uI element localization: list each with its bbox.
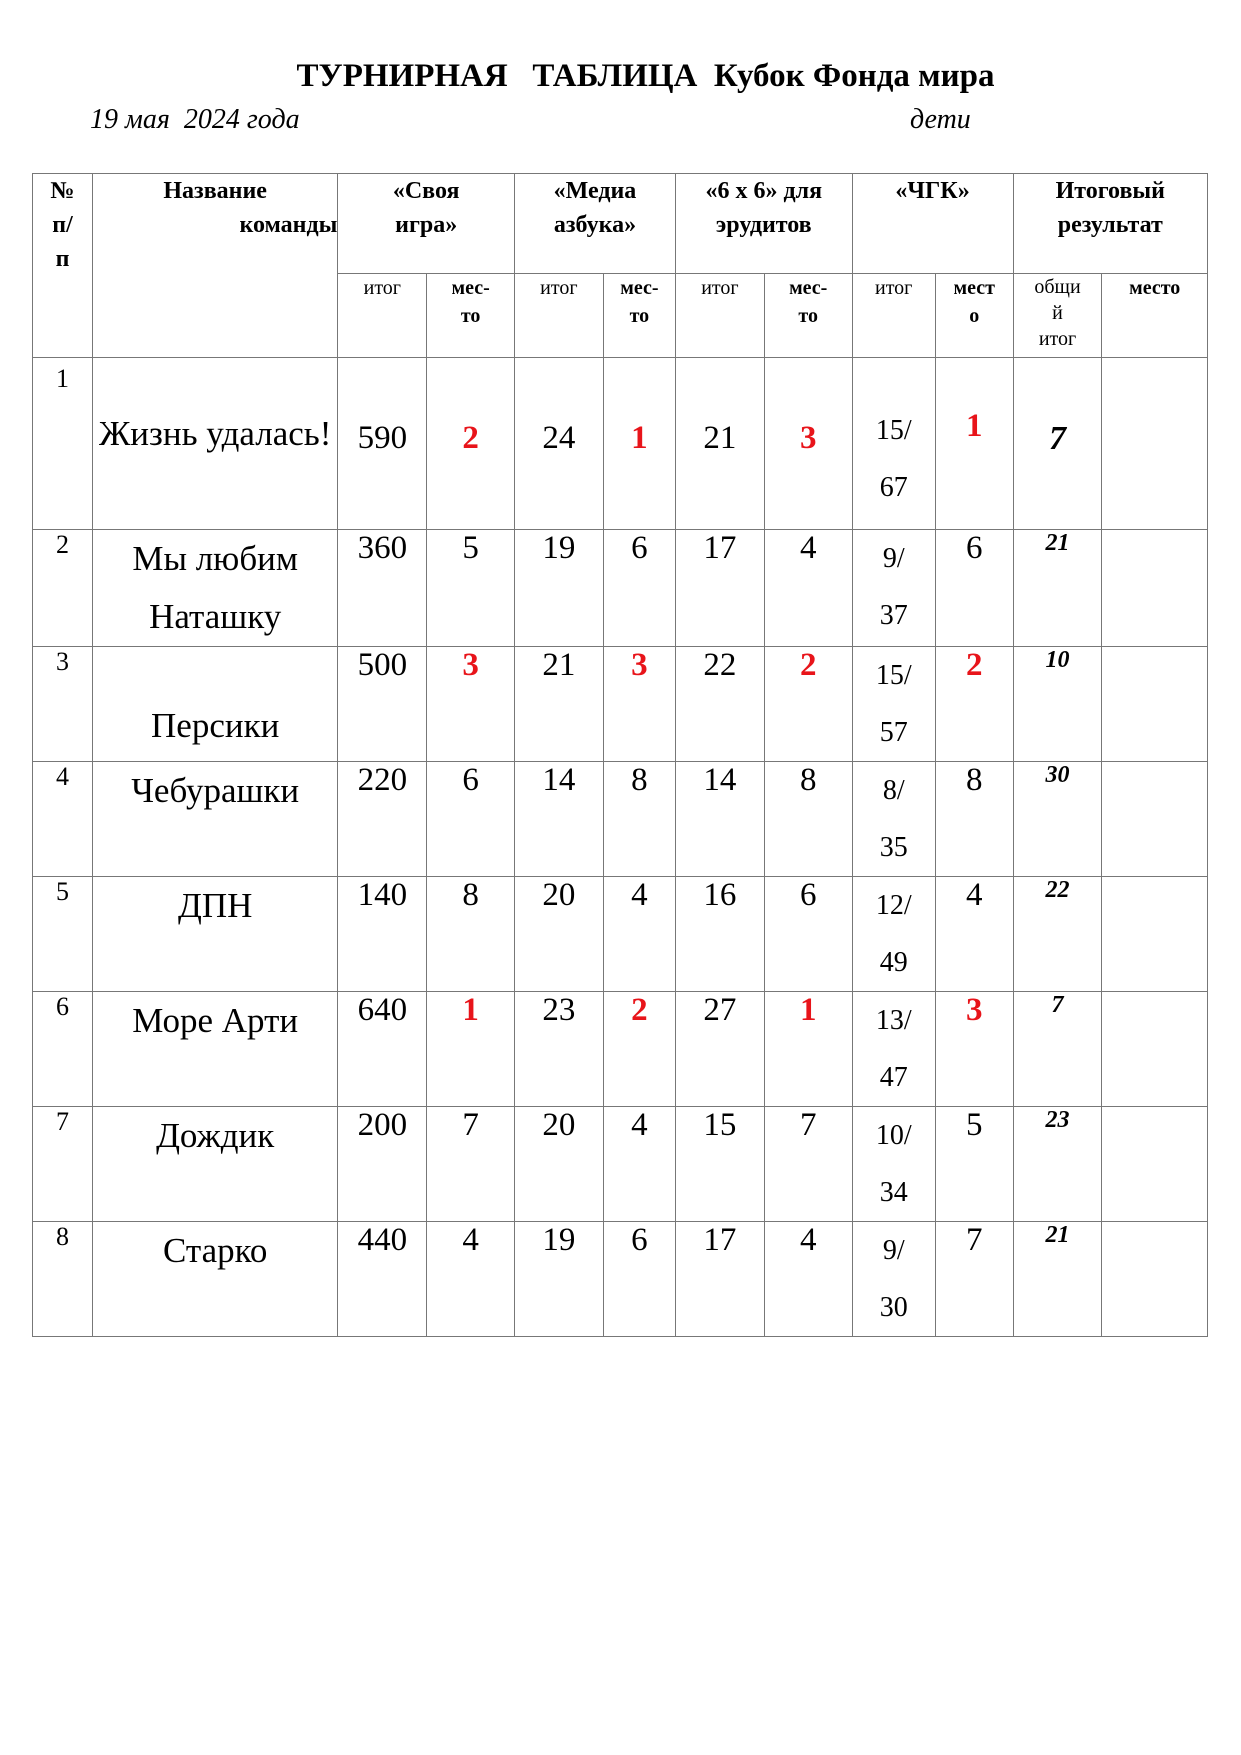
- chgk-correct: 15/: [875, 415, 912, 446]
- chgk-place: 4: [935, 877, 1013, 992]
- team-name: Море Арти: [92, 992, 337, 1107]
- final-place: [1102, 647, 1208, 762]
- subheader-label: мес-: [620, 277, 659, 299]
- subheader-total: [338, 274, 427, 358]
- subheader-place: [764, 274, 852, 358]
- header-group-media-azbuka: [514, 174, 675, 274]
- chgk-score: [852, 877, 935, 992]
- chgk-score: [852, 1107, 935, 1222]
- row-number: 4: [33, 762, 93, 877]
- chgk-rating: 67: [879, 472, 908, 503]
- subheader-label: то: [629, 305, 650, 327]
- media-azbuka-place: 4: [603, 1107, 675, 1222]
- chgk-rating: 34: [879, 1177, 908, 1208]
- six-by-six-score: 17: [676, 1222, 765, 1337]
- svoya-igra-score: 500: [338, 647, 427, 762]
- chgk-place: 7: [935, 1222, 1013, 1337]
- chgk-score: [852, 647, 935, 762]
- row-number: 5: [33, 877, 93, 992]
- six-by-six-place: 1: [764, 992, 852, 1107]
- group-label: «ЧГК»: [895, 178, 970, 204]
- group-label: «6 х 6» для: [705, 178, 823, 204]
- row-number: 8: [33, 1222, 93, 1337]
- chgk-correct: 8/: [882, 775, 905, 806]
- table-row: [33, 1107, 1208, 1222]
- media-azbuka-place: 4: [603, 877, 675, 992]
- subheader-label: о: [969, 305, 980, 327]
- six-by-six-place: 4: [764, 1222, 852, 1337]
- table-body: [33, 358, 1208, 1337]
- group-label: игра»: [395, 212, 458, 238]
- six-by-six-place: 6: [764, 877, 852, 992]
- group-label: Итоговый: [1055, 178, 1165, 204]
- header-team-name: [92, 174, 337, 358]
- subheader-label: итог: [1038, 328, 1077, 350]
- final-place: [1102, 992, 1208, 1107]
- overall-total: 21: [1013, 530, 1102, 647]
- svoya-igra-place: 6: [427, 762, 515, 877]
- team-name: ДПН: [92, 877, 337, 992]
- svoya-igra-place: 3: [427, 647, 515, 762]
- six-by-six-place: 8: [764, 762, 852, 877]
- header-team-name-line2: команды: [239, 212, 338, 238]
- table-row: [33, 992, 1208, 1107]
- subheader-label: общи: [1034, 276, 1081, 298]
- subheader-place: [603, 274, 675, 358]
- table-row: [33, 1222, 1208, 1337]
- header-number-line1: №: [50, 178, 75, 204]
- chgk-place: 1: [935, 358, 1013, 530]
- chgk-place: 2: [935, 647, 1013, 762]
- header-group-svoya-igra: [338, 174, 515, 274]
- team-name: Мы любим Наташку: [92, 530, 337, 647]
- media-azbuka-score: 19: [514, 1222, 603, 1337]
- header-number-line3: п: [55, 246, 70, 272]
- table-header: [33, 174, 1208, 358]
- svoya-igra-score: 440: [338, 1222, 427, 1337]
- page-title: ТУРНИРНАЯ ТАБЛИЦА Кубок Фонда мира: [296, 58, 995, 94]
- six-by-six-score: 14: [676, 762, 765, 877]
- header-group-6x6: [676, 174, 853, 274]
- subheader-label: мест: [953, 277, 995, 299]
- team-name: Дождик: [92, 1107, 337, 1222]
- final-place: [1102, 1222, 1208, 1337]
- chgk-score: [852, 1222, 935, 1337]
- media-azbuka-place: 6: [603, 1222, 675, 1337]
- subheader-label: итог: [875, 277, 913, 299]
- table-row: [33, 877, 1208, 992]
- group-label: эрудитов: [715, 212, 812, 238]
- table-row: [33, 647, 1208, 762]
- six-by-six-place: 2: [764, 647, 852, 762]
- final-place: [1102, 762, 1208, 877]
- subheader-label: то: [798, 305, 818, 327]
- six-by-six-score: 27: [676, 992, 765, 1107]
- team-name: Старко: [92, 1222, 337, 1337]
- subheader-label: й: [1052, 302, 1063, 324]
- media-azbuka-score: 24: [514, 358, 603, 530]
- row-number: 2: [33, 530, 93, 647]
- subheader-place: [935, 274, 1013, 358]
- overall-total: 30: [1013, 762, 1102, 877]
- media-azbuka-place: 1: [603, 358, 675, 530]
- row-number: 6: [33, 992, 93, 1107]
- chgk-correct: 13/: [875, 1005, 912, 1036]
- svoya-igra-score: 200: [338, 1107, 427, 1222]
- header-number-line2: п/: [52, 212, 73, 238]
- group-label: результат: [1057, 212, 1163, 238]
- overall-total: 22: [1013, 877, 1102, 992]
- chgk-correct: 12/: [875, 890, 912, 921]
- final-place: [1102, 358, 1208, 530]
- chgk-place: 6: [935, 530, 1013, 647]
- overall-total: 10: [1013, 647, 1102, 762]
- chgk-rating: 47: [879, 1062, 908, 1093]
- overall-total: 7: [1013, 358, 1102, 530]
- table-row: [33, 530, 1208, 647]
- six-by-six-score: 22: [676, 647, 765, 762]
- chgk-place: 8: [935, 762, 1013, 877]
- row-number: 7: [33, 1107, 93, 1222]
- subheader-label: место: [1129, 277, 1181, 299]
- six-by-six-place: 7: [764, 1107, 852, 1222]
- group-label: азбука»: [553, 212, 637, 238]
- age-category: дети: [910, 104, 971, 135]
- svoya-igra-place: 1: [427, 992, 515, 1107]
- final-place: [1102, 1107, 1208, 1222]
- chgk-score: [852, 530, 935, 647]
- media-azbuka-place: 2: [603, 992, 675, 1107]
- media-azbuka-place: 6: [603, 530, 675, 647]
- chgk-rating: 57: [879, 717, 908, 748]
- chgk-place: 3: [935, 992, 1013, 1107]
- media-azbuka-score: 21: [514, 647, 603, 762]
- chgk-correct: 9/: [882, 543, 905, 574]
- media-azbuka-score: 23: [514, 992, 603, 1107]
- subheader-label: итог: [540, 277, 578, 299]
- chgk-score: [852, 358, 935, 530]
- chgk-rating: 37: [879, 600, 908, 631]
- svoya-igra-score: 140: [338, 877, 427, 992]
- group-label: «Медиа: [553, 178, 637, 204]
- svoya-igra-score: 360: [338, 530, 427, 647]
- svoya-igra-place: 7: [427, 1107, 515, 1222]
- svoya-igra-place: 2: [427, 358, 515, 530]
- subheader-total: [852, 274, 935, 358]
- subheader-overall-total: [1013, 274, 1102, 358]
- six-by-six-score: 17: [676, 530, 765, 647]
- team-name: Жизнь удалась!: [92, 358, 337, 530]
- svoya-igra-score: 590: [338, 358, 427, 530]
- team-name: Персики: [92, 647, 337, 762]
- row-number: 3: [33, 647, 93, 762]
- svoya-igra-score: 220: [338, 762, 427, 877]
- media-azbuka-place: 8: [603, 762, 675, 877]
- six-by-six-place: 4: [764, 530, 852, 647]
- table-row: [33, 358, 1208, 530]
- subheader-total: [514, 274, 603, 358]
- chgk-correct: 10/: [875, 1120, 912, 1151]
- table-row: [33, 762, 1208, 877]
- team-name: Чебурашки: [92, 762, 337, 877]
- overall-total: 21: [1013, 1222, 1102, 1337]
- media-azbuka-place: 3: [603, 647, 675, 762]
- media-azbuka-score: 20: [514, 877, 603, 992]
- standings-table: [32, 173, 1208, 1337]
- overall-total: 23: [1013, 1107, 1102, 1222]
- media-azbuka-score: 19: [514, 530, 603, 647]
- subheader-label: итог: [701, 277, 739, 299]
- subheader-place: [427, 274, 515, 358]
- svoya-igra-score: 640: [338, 992, 427, 1107]
- six-by-six-score: 21: [676, 358, 765, 530]
- row-number: 1: [33, 358, 93, 530]
- chgk-rating: 49: [879, 947, 908, 978]
- overall-total: 7: [1013, 992, 1102, 1107]
- group-label: «Своя: [392, 178, 460, 204]
- header-number: [33, 174, 93, 358]
- subheader-label: то: [460, 305, 481, 327]
- media-azbuka-score: 20: [514, 1107, 603, 1222]
- svoya-igra-place: 8: [427, 877, 515, 992]
- six-by-six-score: 16: [676, 877, 765, 992]
- final-place: [1102, 530, 1208, 647]
- chgk-correct: 15/: [875, 660, 912, 691]
- media-azbuka-score: 14: [514, 762, 603, 877]
- subheader-total: [676, 274, 765, 358]
- chgk-correct: 9/: [882, 1235, 905, 1266]
- chgk-score: [852, 762, 935, 877]
- chgk-place: 5: [935, 1107, 1013, 1222]
- chgk-rating: 30: [879, 1292, 908, 1323]
- subheader-label: мес-: [789, 277, 828, 299]
- six-by-six-score: 15: [676, 1107, 765, 1222]
- svoya-igra-place: 5: [427, 530, 515, 647]
- six-by-six-place: 3: [764, 358, 852, 530]
- subheader-label: итог: [363, 277, 401, 299]
- header-group-final-result: [1013, 174, 1207, 274]
- svoya-igra-place: 4: [427, 1222, 515, 1337]
- chgk-score: [852, 992, 935, 1107]
- subheader-final-place: [1102, 274, 1208, 358]
- event-date: 19 мая 2024 года: [90, 104, 300, 135]
- chgk-rating: 35: [879, 832, 908, 863]
- header-team-name-line1: Название: [163, 178, 267, 204]
- subheader-label: мес-: [451, 277, 490, 299]
- final-place: [1102, 877, 1208, 992]
- header-group-chgk: [852, 174, 1013, 274]
